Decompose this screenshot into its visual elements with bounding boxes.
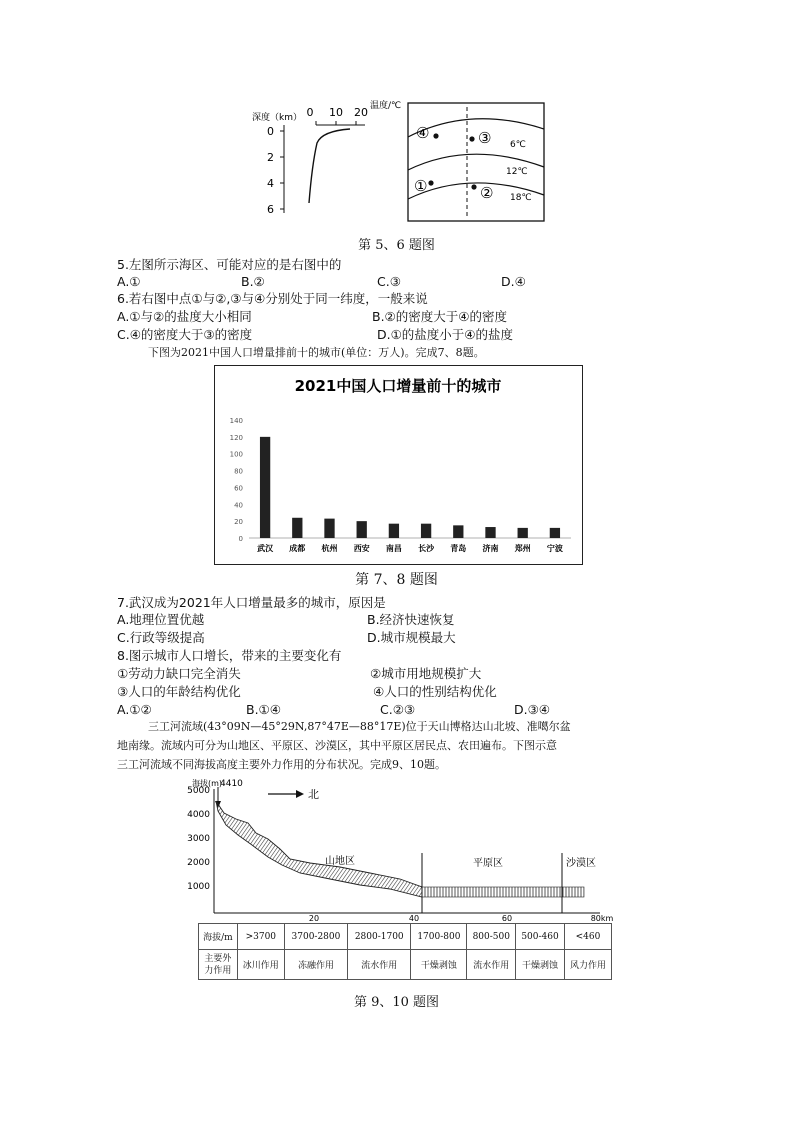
y-tick-label: 80 — [234, 467, 243, 476]
table-cell: 1700-800 — [411, 924, 467, 950]
distance-tick: 40 — [408, 914, 420, 923]
table-cell: 冻融作用 — [284, 950, 347, 980]
intro-9-10-line3: 三工河流域不同海拔高度主要外力作用的分布状况。完成9、10题。 — [117, 758, 446, 771]
category-label: 武汉 — [257, 544, 274, 553]
table-cell: 800-500 — [467, 924, 516, 950]
category-label: 宁波 — [546, 544, 563, 553]
bar — [389, 524, 399, 538]
desert-zone-profile — [562, 887, 584, 897]
north-label: 北 — [308, 788, 319, 801]
external-force-table — [198, 923, 612, 980]
caption-9-10: 第 9、10 题图 — [353, 995, 440, 1010]
elevation-tick: 3000 — [187, 834, 210, 844]
distance-tick: 60 — [501, 914, 513, 923]
bar — [453, 525, 463, 538]
bar — [324, 519, 334, 538]
bar — [292, 518, 302, 538]
bar — [518, 528, 528, 538]
q8-statement-1: ①劳动力缺口完全消失 — [117, 666, 241, 681]
depth-tick: 2 — [267, 151, 274, 164]
category-label: 济南 — [482, 544, 499, 553]
population-chart-svg — [215, 366, 581, 563]
point-label: ② — [480, 184, 494, 202]
isotherm-label: 6℃ — [510, 140, 526, 150]
q8-option-a: A.①② — [117, 702, 152, 717]
category-label: 长沙 — [418, 544, 435, 553]
category-label: 杭州 — [321, 544, 338, 553]
table-cell: 主要外 力作用 — [199, 950, 238, 980]
y-tick-label: 20 — [234, 518, 243, 527]
bar — [260, 437, 270, 538]
elevation-tick: 5000 — [187, 786, 210, 796]
y-tick-label: 40 — [234, 501, 243, 510]
q5-option-d: D.④ — [501, 274, 526, 289]
table-cell: 3700-2800 — [284, 924, 347, 950]
q8-statement-2: ②城市用地规模扩大 — [370, 666, 482, 681]
table-cell: 海拔/m — [199, 924, 238, 950]
temp-label: 温度/℃ — [370, 101, 402, 111]
q6-option-a: A.①与②的盐度大小相同 — [117, 309, 252, 324]
temp-tick: 10 — [329, 106, 343, 119]
table-row — [199, 924, 612, 950]
q8-option-b: B.①④ — [246, 702, 281, 717]
q5-option-a: A.① — [117, 274, 141, 289]
table-cell: 冰川作用 — [237, 950, 284, 980]
caption-5-6: 第 5、6 题图 — [358, 238, 435, 253]
fig-5-6 — [240, 95, 560, 235]
depth-tick: 4 — [267, 177, 274, 190]
depth-axis-label: 深度（km） — [252, 113, 302, 123]
q7-option-b: B.经济快速恢复 — [367, 612, 455, 627]
depth-tick: 0 — [267, 125, 274, 138]
category-label: 青岛 — [450, 544, 467, 553]
table-cell: 干燥剥蚀 — [411, 950, 467, 980]
category-label: 成都 — [289, 544, 306, 553]
table-cell: 风力作用 — [564, 950, 611, 980]
table-cell: >3700 — [237, 924, 284, 950]
isotherm-label: 18℃ — [510, 193, 532, 203]
category-label: 西安 — [353, 544, 370, 553]
q8-stem: 8.图示城市人口增长，带来的主要变化有 — [117, 648, 342, 663]
point-dot — [469, 136, 474, 141]
q5-option-b: B.② — [241, 274, 265, 289]
y-tick-label: 0 — [238, 535, 243, 543]
q6-option-d: D.①的盐度小于④的盐度 — [377, 327, 514, 342]
temp-tick: 20 — [354, 106, 368, 119]
isotherm-label: 12℃ — [506, 167, 528, 177]
mountain-zone-profile — [216, 801, 422, 897]
table-cell: <460 — [564, 924, 611, 950]
q7-option-a: A.地理位置优越 — [117, 612, 205, 627]
table-cell: 流水作用 — [348, 950, 411, 980]
q8-statement-4: ④人口的性别结构优化 — [373, 684, 497, 699]
q7-stem: 7.武汉成为2021年人口增量最多的城市，原因是 — [117, 595, 386, 610]
zone-label-mountain: 山地区 — [325, 856, 355, 867]
point-dot — [471, 184, 476, 189]
q6-option-b: B.②的密度大于④的密度 — [372, 309, 507, 324]
q8-option-c: C.②③ — [380, 702, 416, 717]
bar — [357, 521, 367, 538]
intro-9-10-line2: 地南缘。流域内可分为山地区、平原区、沙漠区，其中平原区居民点、农田遍布。下图示意 — [117, 739, 557, 752]
table-row — [199, 950, 612, 980]
table-cell: 干燥剥蚀 — [516, 950, 565, 980]
q8-statement-3: ③人口的年龄结构优化 — [117, 684, 241, 699]
distance-tick: 80km — [590, 914, 614, 923]
plain-zone-profile — [422, 887, 562, 897]
bar — [421, 524, 431, 538]
category-label: 南昌 — [385, 544, 402, 553]
depth-tick: 6 — [267, 203, 274, 216]
intro-9-10-line1: 三工河流域(43°09N—45°29N,87°47E—88°17E)位于天山博格达山北坡、准噶尔盆 — [148, 720, 571, 733]
elevation-tick: 2000 — [187, 858, 210, 868]
q7-option-c: C.行政等级提高 — [117, 630, 205, 645]
point-dot — [433, 133, 438, 138]
point-dot — [428, 180, 433, 185]
chart-title: 2021中国人口增量前十的城市 — [294, 377, 502, 395]
zone-label-plain: 平原区 — [473, 858, 503, 869]
elevation-tick: 1000 — [187, 882, 210, 892]
table-cell: 2800-1700 — [348, 924, 411, 950]
temperature-profile-curve — [309, 129, 350, 203]
elevation-profile-svg — [187, 773, 615, 923]
caption-7-8: 第 7、8 题图 — [355, 572, 438, 588]
table-cell: 流水作用 — [467, 950, 516, 980]
point-label: ③ — [478, 129, 492, 147]
population-chart — [214, 365, 583, 565]
q8-option-d: D.③④ — [514, 702, 551, 717]
point-label: ④ — [416, 124, 430, 142]
category-label: 郑州 — [514, 544, 531, 553]
y-tick-label: 100 — [229, 450, 243, 459]
q7-option-d: D.城市规模最大 — [367, 630, 456, 645]
intro-7-8: 下图为2021中国人口增量排前十的城市(单位：万人)。完成7、8题。 — [148, 346, 485, 359]
distance-tick: 20 — [308, 914, 320, 923]
table-cell: 500-460 — [516, 924, 565, 950]
q6-stem: 6.若右图中点①与②,③与④分别处于同一纬度，一般来说 — [117, 291, 428, 306]
q5-stem: 5.左图所示海区、可能对应的是右图中的 — [117, 257, 342, 272]
q6-option-c: C.④的密度大于③的密度 — [117, 327, 253, 342]
bar — [550, 528, 560, 538]
peak-label: 4410 — [220, 779, 243, 789]
elevation-tick: 4000 — [187, 810, 210, 820]
y-tick-label: 140 — [229, 417, 243, 425]
zone-label-desert: 沙漠区 — [566, 858, 596, 869]
elevation-axis-label: 海拔(m) — [192, 779, 223, 788]
y-tick-label: 60 — [234, 484, 243, 493]
temp-tick: 0 — [306, 106, 314, 119]
y-tick-label: 120 — [229, 433, 243, 442]
fig-9-10 — [187, 773, 615, 988]
bar — [485, 527, 495, 538]
fig-5-6-svg — [240, 95, 560, 235]
point-label: ① — [414, 177, 428, 195]
q5-option-c: C.③ — [377, 274, 401, 289]
